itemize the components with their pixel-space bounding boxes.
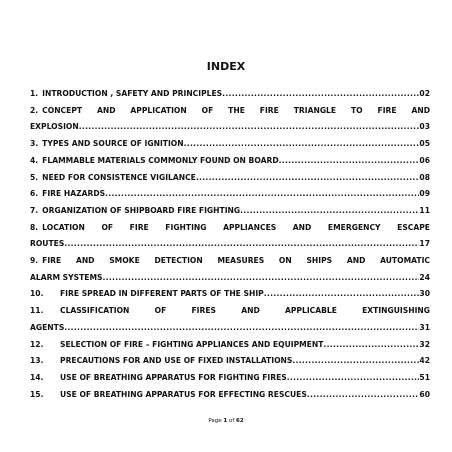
leader-dots — [307, 387, 420, 404]
toc-entry-continuation[interactable] — [30, 119, 430, 136]
entry-number: 8. — [30, 222, 39, 232]
toc-entry[interactable] — [30, 337, 430, 354]
toc-entry[interactable] — [30, 253, 430, 270]
entry-page: 30 — [419, 289, 430, 299]
entry-number: 3. — [30, 139, 39, 149]
entry-title: NEED FOR CONSISTENCE VIGILANCE — [42, 172, 196, 182]
toc-entry[interactable] — [30, 86, 430, 103]
footer-page-label: Page — [208, 418, 222, 424]
entry-page: 06 — [419, 155, 430, 165]
entry-title-continued: ALARM SYSTEMS — [30, 272, 103, 282]
entry-title: FIRE SPREAD IN DIFFERENT PARTS OF THE SHIP — [60, 289, 264, 299]
toc-entry[interactable] — [30, 303, 430, 320]
toc-entry[interactable] — [30, 353, 430, 370]
leader-dots — [323, 337, 419, 354]
toc-entry[interactable] — [30, 153, 430, 170]
entry-title: SELECTION OF FIRE – FIGHTING APPLIANCES AND EQUIPMENT — [60, 339, 324, 349]
entry-page: 03 — [419, 122, 430, 132]
entry-number: 4. — [30, 155, 39, 165]
toc-entry[interactable] — [30, 203, 430, 220]
leader-dots — [196, 170, 420, 187]
entry-number: 13. — [30, 356, 44, 366]
entry-number: 6. — [30, 189, 39, 199]
leader-dots — [64, 320, 419, 337]
entry-page: 32 — [419, 339, 430, 349]
entry-number: 1. — [30, 89, 39, 98]
entry-page: 08 — [419, 172, 430, 182]
leader-dots — [184, 136, 420, 153]
entry-title: PRECAUTIONS FOR AND USE OF FIXED INSTALLATIONS — [60, 356, 293, 366]
entry-number: 9. — [30, 256, 39, 266]
toc-entry-continuation[interactable] — [30, 270, 430, 287]
toc-entry[interactable] — [30, 370, 430, 387]
leader-dots — [287, 370, 420, 387]
entry-title: FLAMMABLE MATERIALS COMMONLY FOUND ON BOARD — [42, 155, 279, 165]
entry-page: 02 — [419, 89, 430, 98]
entry-title: CLASSIFICATION OF FIRES AND APPLICABLE EXTINGUISHING — [60, 306, 430, 316]
entry-page: 51 — [419, 372, 430, 382]
entry-number: 14. — [30, 372, 44, 382]
entry-title: CONCEPT AND APPLICATION OF THE FIRE TRIANGLE TO FIRE AND — [42, 105, 430, 115]
leader-dots — [105, 186, 419, 203]
entry-title: FIRE AND SMOKE DETECTION MEASURES ON SHIPS AND AUTOMATIC — [42, 256, 430, 266]
page-footer — [0, 418, 452, 424]
entry-number: 5. — [30, 172, 39, 182]
entry-title-continued: AGENTS — [30, 322, 65, 332]
toc-entry[interactable] — [30, 220, 430, 237]
leader-dots — [64, 236, 419, 253]
entry-title: INTRODUCTION , SAFETY AND PRINCIPLES — [42, 89, 223, 98]
entry-title: USE OF BREATHING APPARATUS FOR EFFECTING RESCUES — [60, 389, 307, 399]
toc-entry[interactable] — [30, 170, 430, 187]
index-title: INDEX — [206, 60, 246, 73]
footer-of-label: of — [228, 418, 235, 424]
entry-title: LOCATION OF FIRE FIGHTING APPLIANCES AND EMERGENCY ESCAPE — [42, 222, 430, 232]
toc-entry[interactable] — [30, 136, 430, 153]
entry-title: USE OF BREATHING APPARATUS FOR FIGHTING FIRES — [60, 372, 287, 382]
leader-dots — [79, 119, 420, 136]
entry-number: 10. — [30, 289, 44, 299]
entry-title: ORGANIZATION OF SHIPBOARD FIRE FIGHTING — [42, 205, 241, 215]
toc-entry-continuation[interactable] — [30, 236, 430, 253]
entry-title-continued: EXPLOSION — [30, 122, 79, 132]
toc-entry[interactable] — [30, 286, 430, 303]
leader-dots — [279, 153, 420, 170]
toc-entry[interactable] — [30, 387, 430, 404]
entry-page: 09 — [419, 189, 430, 199]
footer-total-pages: 62 — [236, 418, 244, 424]
entry-page: 24 — [419, 272, 430, 282]
entry-page: 31 — [419, 322, 430, 332]
entry-page: 05 — [419, 139, 430, 149]
leader-dots — [222, 86, 419, 103]
toc-entry-continuation[interactable] — [30, 320, 430, 337]
entry-number: 7. — [30, 205, 39, 215]
footer-current-page: 1 — [223, 418, 228, 424]
leader-dots — [292, 353, 419, 370]
entry-number: 15. — [30, 389, 44, 399]
entry-page: 11 — [419, 205, 430, 215]
entry-title: FIRE HAZARDS — [42, 189, 106, 199]
entry-page: 42 — [419, 356, 430, 366]
leader-dots — [240, 203, 419, 220]
toc-entry[interactable] — [30, 103, 430, 120]
entry-page: 17 — [419, 239, 430, 249]
toc-entry[interactable] — [30, 186, 430, 203]
entry-title: TYPES AND SOURCE OF IGNITION — [42, 139, 184, 149]
entry-number: 12. — [30, 339, 44, 349]
leader-dots — [264, 286, 420, 303]
leader-dots — [102, 270, 419, 287]
entry-title-continued: ROUTES — [30, 239, 65, 249]
entry-page: 60 — [419, 389, 430, 399]
table-of-contents — [30, 86, 430, 403]
entry-number: 2. — [30, 105, 39, 115]
entry-number: 11. — [30, 306, 44, 316]
